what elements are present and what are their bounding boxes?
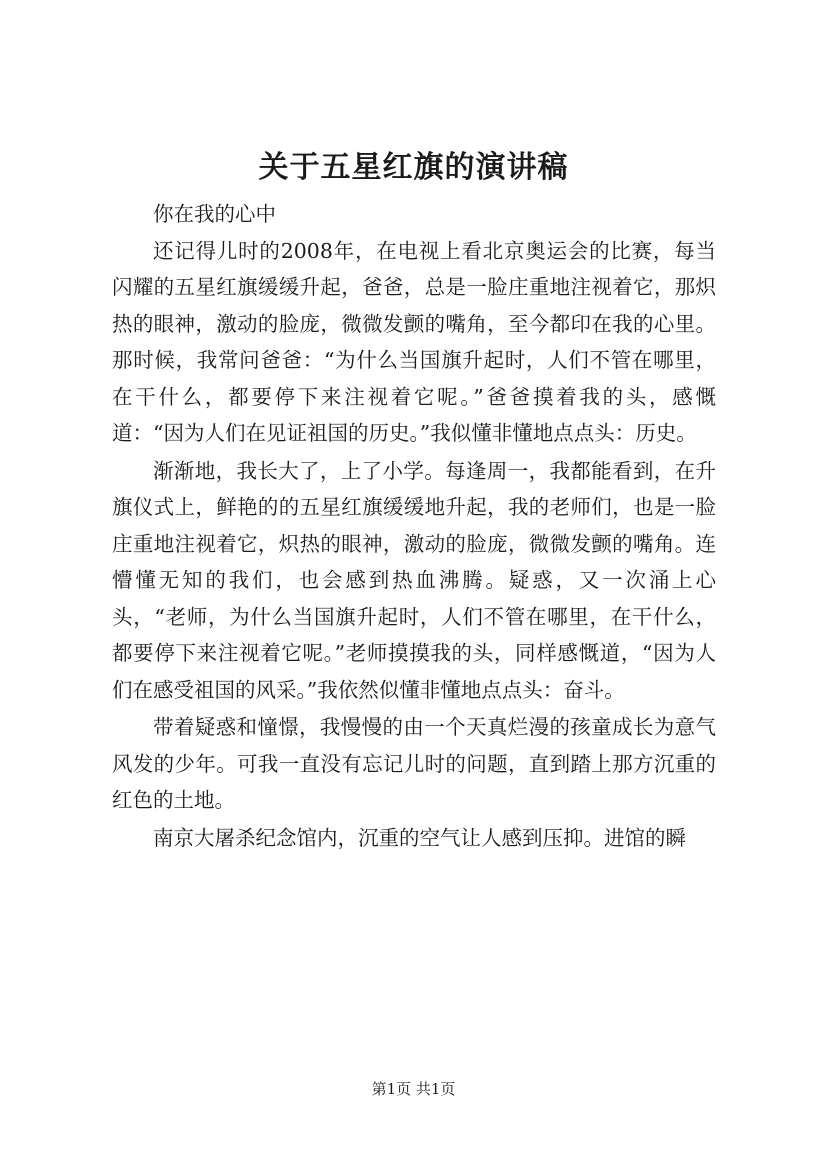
document-title: 关于五星红旗的演讲稿 (258, 150, 569, 185)
body-paragraph-1: 还记得儿时的2008年，在电视上看北京奥运会的比赛，每当闪耀的五星红旗缓缓升起，爸爸，总是一脸庄重地注视着它，那炽热的眼神，激动的脸庞，微微发颤的嘴角，至今都印在我的心里。那时候，我常问爸爸：“为什么当国旗升起时，人们不管在哪里，在干什么，都要停下来注视着它呢。”爸爸摸着我的头，感慨道：“因为人们在见证祖国的历史。”我似懂非懂地点点头：历史。 (112, 238, 716, 445)
body-paragraph-4: 南京大屠杀纪念馆内，沉重的空气让人感到压抑。进馆的瞬 (153, 825, 686, 850)
document-body (112, 196, 716, 856)
body-paragraph-2: 渐渐地，我长大了，上了小学。每逢周一，我都能看到，在升旗仪式上，鲜艳的的五星红旗缓缓地升起，我的老师们，也是一脸庄重地注视着它，炽热的眼神，激动的脸庞，微微发颤的嘴角。连懵懂无知的我们，也会感到热血沸腾。疑惑，又一次涌上心头，“老师，为什么当国旗升起时，人们不管在哪里，在干什么，都要停下来注视着它呢。”老师摸摸我的头，同样感慨道，“因为人们在感受祖国的风采。”我依然似懂非懂地点点头：奋斗。 (112, 458, 716, 702)
subtitle-paragraph: 你在我的心中 (153, 202, 276, 226)
page-number-footer: 第1页 共1页 (371, 1080, 456, 1098)
body-paragraph-3: 带着疑惑和憧憬，我慢慢的由一个天真烂漫的孩童成长为意气风发的少年。可我一直没有忘记儿时的问题，直到踏上那方沉重的红色的土地。 (112, 715, 716, 812)
